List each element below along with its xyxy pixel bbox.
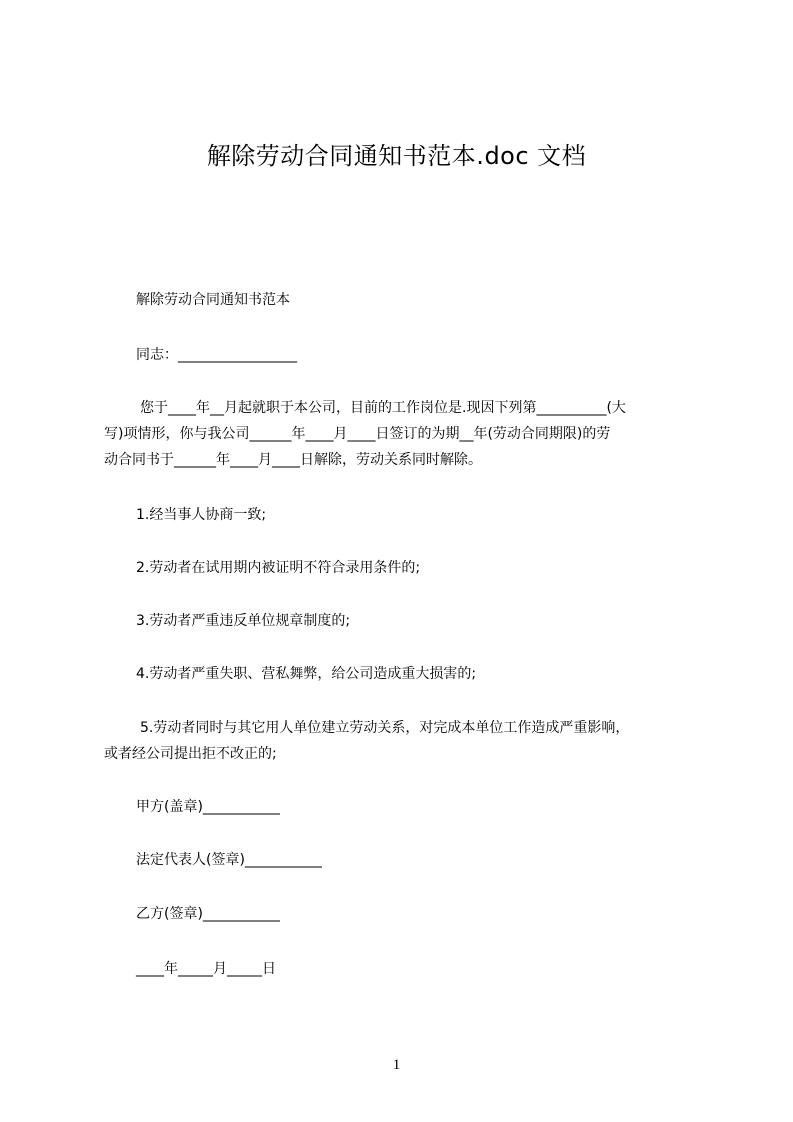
notice-line: 写)项情形，你与我公司______年____月____日签订的为期__年(劳动合同期限)的劳 [104, 426, 611, 442]
salutation-line: 同志：_________________ [136, 347, 297, 363]
reason-item-4: 4.劳动者严重失职、营私舞弊，给公司造成重大损害的; [136, 666, 477, 682]
reason-item-2: 2.劳动者在试用期内被证明不符合录用条件的; [136, 560, 421, 576]
notice-line: 动合同书于______年____月____日解除，劳动关系同时解除。 [104, 452, 482, 468]
signature-date: ____年_____月_____日 [136, 961, 276, 977]
page-number: 1 [392, 1057, 401, 1073]
party-a-signature: 甲方(盖章)___________ [136, 799, 280, 815]
notice-heading: 解除劳动合同通知书范本 [136, 292, 290, 308]
notice-paragraph [104, 395, 700, 473]
legal-representative-signature: 法定代表人(签章)___________ [136, 852, 322, 868]
party-b-signature: 乙方(签章)___________ [136, 906, 280, 922]
reason-item-5 [104, 715, 700, 767]
notice-line: 您于____年__月起就职于本公司，目前的工作岗位是.现因下列第__________(大 [140, 400, 626, 416]
reason-item-1: 1.经当事人协商一致; [136, 507, 267, 523]
reason-5-line: 5.劳动者同时与其它用人单位建立劳动关系，对完成本单位工作造成严重影响， [140, 720, 630, 736]
reason-5-line: 或者经公司提出拒不改正的; [104, 746, 277, 762]
document-title: 解除劳动合同通知书范本.doc 文档 [206, 142, 587, 170]
reason-item-3: 3.劳动者严重违反单位规章制度的; [136, 613, 351, 629]
